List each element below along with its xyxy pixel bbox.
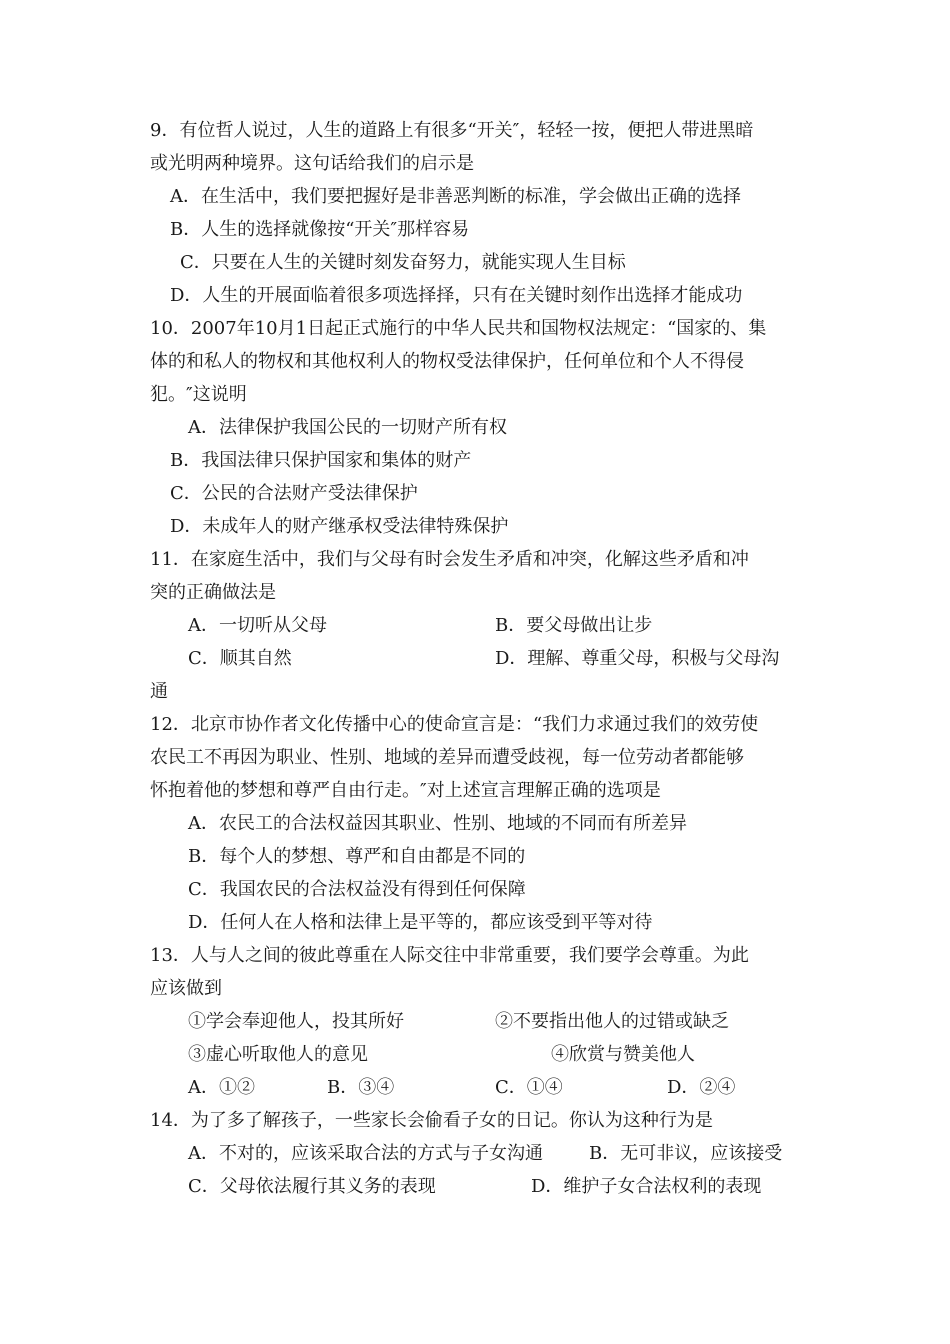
q11-option-c: C．顺其自然	[188, 648, 292, 669]
q14-option-a: A．不对的，应该采取合法的方式与子女沟通	[188, 1143, 543, 1164]
q10-option-b: B．我国法律只保护国家和集体的财产	[170, 450, 472, 471]
q10-option-c: C．公民的合法财产受法律保护	[170, 483, 418, 504]
q14-option-c: C．父母依法履行其义务的表现	[188, 1176, 436, 1197]
q9-option-c: C．只要在人生的关键时刻发奋努力，就能实现人生目标	[180, 252, 626, 273]
q10-stem-line2: 体的和私人的物权和其他权利人的物权受法律保护，任何单位和个人不得侵	[150, 351, 744, 372]
q9-option-a: A．在生活中，我们要把握好是非善恶判断的标准，学会做出正确的选择	[170, 186, 741, 207]
q11-stem-line2: 突的正确做法是	[150, 582, 276, 603]
q11-option-b: B．要父母做出让步	[495, 615, 653, 636]
q13-option-d: D．②④	[667, 1077, 736, 1098]
q13-option-c: C．①④	[495, 1077, 563, 1098]
q10-stem-line1: 10．2007年10月1日起正式施行的中华人民共和国物权法规定：“国家的、集	[150, 318, 767, 339]
q12-stem-line2: 农民工不再因为职业、性别、地域的差异而遭受歧视，每一位劳动者都能够	[150, 747, 744, 768]
q14-option-b: B．无可非议，应该接受	[589, 1143, 783, 1164]
q10-option-d: D．未成年人的财产继承权受法律特殊保护	[170, 516, 509, 537]
q9-stem-line1: 9．有位哲人说过，人生的道路上有很多“开关″，轻轻一按，便把人带进黑暗	[150, 120, 754, 141]
q13-statement-1: ①学会奉迎他人，投其所好	[188, 1011, 404, 1032]
q12-option-d: D．任何人在人格和法律上是平等的，都应该受到平等对待	[188, 912, 653, 933]
q10-option-a: A．法律保护我国公民的一切财产所有权	[188, 417, 507, 438]
q12-stem-line3: 怀抱着他的梦想和尊严自由行走。″对上述宣言理解正确的选项是	[150, 780, 661, 801]
q11-option-d: D．理解、尊重父母，积极与父母沟	[495, 648, 780, 669]
q11-option-a: A．一切听从父母	[188, 615, 327, 636]
q9-option-d: D．人生的开展面临着很多项选择择，只有在关键时刻作出选择才能成功	[170, 285, 743, 306]
q11-option-d-continued: 通	[150, 681, 168, 702]
q9-stem-line2: 或光明两种境界。这句话给我们的启示是	[150, 153, 474, 174]
q13-option-a: A．①②	[188, 1077, 255, 1098]
q13-stem-line2: 应该做到	[150, 978, 222, 999]
q12-option-c: C．我国农民的合法权益没有得到任何保障	[188, 879, 526, 900]
q13-statement-2: ②不要指出他人的过错或缺乏	[495, 1011, 729, 1032]
q9-option-b: B．人生的选择就像按“开关″那样容易	[170, 219, 470, 240]
q14-stem-line1: 14．为了多了解孩子，一些家长会偷看子女的日记。你认为这种行为是	[150, 1110, 713, 1131]
q14-option-d: D．维护子女合法权利的表现	[531, 1176, 762, 1197]
q13-statement-3: ③虚心听取他人的意见	[188, 1044, 368, 1065]
q12-option-a: A．农民工的合法权益因其职业、性别、地域的不同而有所差异	[188, 813, 687, 834]
q10-stem-line3: 犯。″这说明	[150, 384, 247, 405]
q12-option-b: B．每个人的梦想、尊严和自由都是不同的	[188, 846, 526, 867]
q13-statement-4: ④欣赏与赞美他人	[551, 1044, 695, 1065]
q11-stem-line1: 11．在家庭生活中，我们与父母有时会发生矛盾和冲突，化解这些矛盾和冲	[150, 549, 749, 570]
q13-stem-line1: 13．人与人之间的彼此尊重在人际交往中非常重要，我们要学会尊重。为此	[150, 945, 749, 966]
q12-stem-line1: 12．北京市协作者文化传播中心的使命宣言是：“我们力求通过我们的效劳使	[150, 714, 759, 735]
q13-option-b: B．③④	[327, 1077, 395, 1098]
